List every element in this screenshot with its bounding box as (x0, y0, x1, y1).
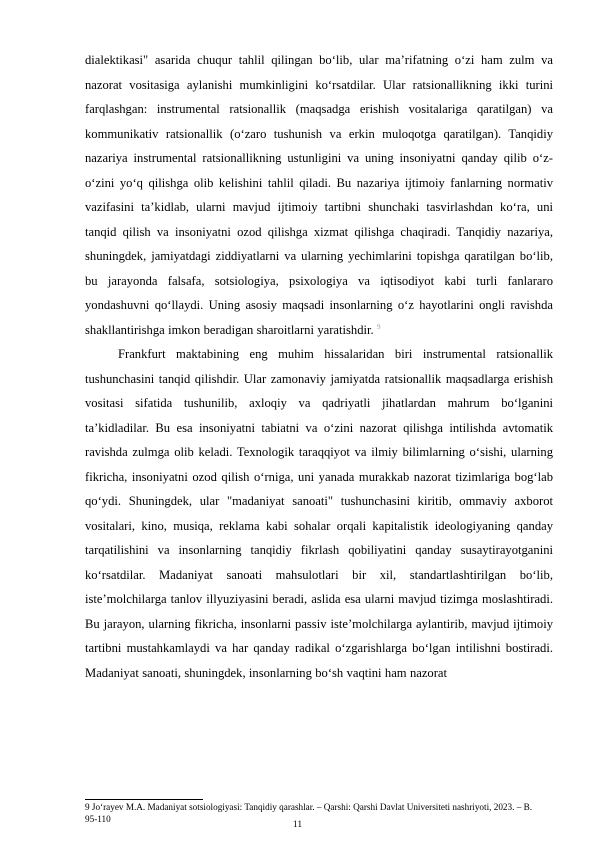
paragraph-continuation (85, 48, 553, 342)
page-number: 11 (292, 820, 303, 830)
paragraph-1-text: dialektikasi" asarida chuqur tahlil qilingan bo‘lib, ular ma’rifatning o‘zi ham zulm va nazorat vositasiga aylanishi mumkinligini ko‘rsatdilar. Ular ratsionallikning ikki turini farqlashgan: instrumental ratsionallik (maqsadga erishish vositalariga qaratilgan) va kommunikativ ratsionallik (o‘zaro tushunish va erkin muloqotga qaratilgan). Tanqidiy nazariya instrumental ratsionallikning ustunligini va uning insoniyatni qanday qilib o‘z-o‘zini yo‘q qilishga olib kelishini tahlil qiladi. Bu nazariya ijtimoiy fanlarning normativ vazifasini ta’kidlab, ularni mavjud ijtimoiy tartibni shunchaki tasvirlashdan ko‘ra, uni tanqid qilish va insoniyatni ozod qilishga xizmat qilishga chaqiradi. Tanqidiy nazariya, shuningdek, jamiyatdagi ziddiyatlarni va ularning yechimlarini topishga qaratilgan bo‘lib, bu jarayonda falsafa, sotsiologiya, psixologiya va iqtisodiyot kabi turli fanlararo yondashuvni qo‘llaydi. Uning asosiy maqsadi insonlarning o‘z hayotlarini ongli ravishda shakllantirishga imkon beradigan sharoitlarni yaratishdir. (85, 53, 553, 337)
footnote: 9 Jo‘rayev M.A. Madaniyat sotsiologiyasi: Tanqidiy qarashlar. – Qarshi: Qarshi Davlat Universiteti nashriyoti, 2023. – B. 95-110 (85, 802, 533, 824)
footnote-reference[interactable]: 9 (377, 322, 381, 331)
page-body (85, 48, 553, 685)
paragraph-frankfurt-school: Frankfurt maktabining eng muhim hissalaridan biri instrumental ratsionallik tushunchasini tanqid qilishdir. Ular zamonaviy jamiyatda ratsionallik maqsadlarga erishish vositasi sifatida tushunilib, axloqiy va qadriyatli jihatlardan mahrum bo‘lganini ta’kidladilar. Bu esa insoniyatni tabiatni va o‘zini nazorat qilishga intilishda avtomatik ravishda zulmga olib keladi. Texnologik taraqqiyot va ilmiy bilimlarning o‘sishi, ularning fikricha, insoniyatni ozod qilish o‘rniga, uni yanada murakkab nazorat tizimlariga bog‘lab qo‘ydi. Shuningdek, ular "madaniyat sanoati" tushunchasini kiritib, ommaviy axborot vositalari, kino, musiqa, reklama kabi sohalar orqali kapitalistik ideologiyaning qanday tarqatilishini va insonlarning tanqidiy fikrlash qobiliyatini qanday susaytirayotganini ko‘rsatdilar. Madaniyat sanoati mahsulotlari bir xil, standartlashtirilgan bo‘lib, iste’molchilarga tanlov illyuziyasini beradi, aslida esa ularni mavjud tizimga moslashtiradi. Bu jarayon, ularning fikricha, insonlarni passiv iste’molchilarga aylantirib, mavjud ijtimoiy tartibni mustahkamlaydi va har qanday radikal o‘zgarishlarga bo‘lgan intilishni bostiradi. Madaniyat sanoati, shuningdek, insonlarning bo‘sh vaqtini ham nazorat (85, 347, 553, 680)
footnote-divider (85, 799, 203, 800)
